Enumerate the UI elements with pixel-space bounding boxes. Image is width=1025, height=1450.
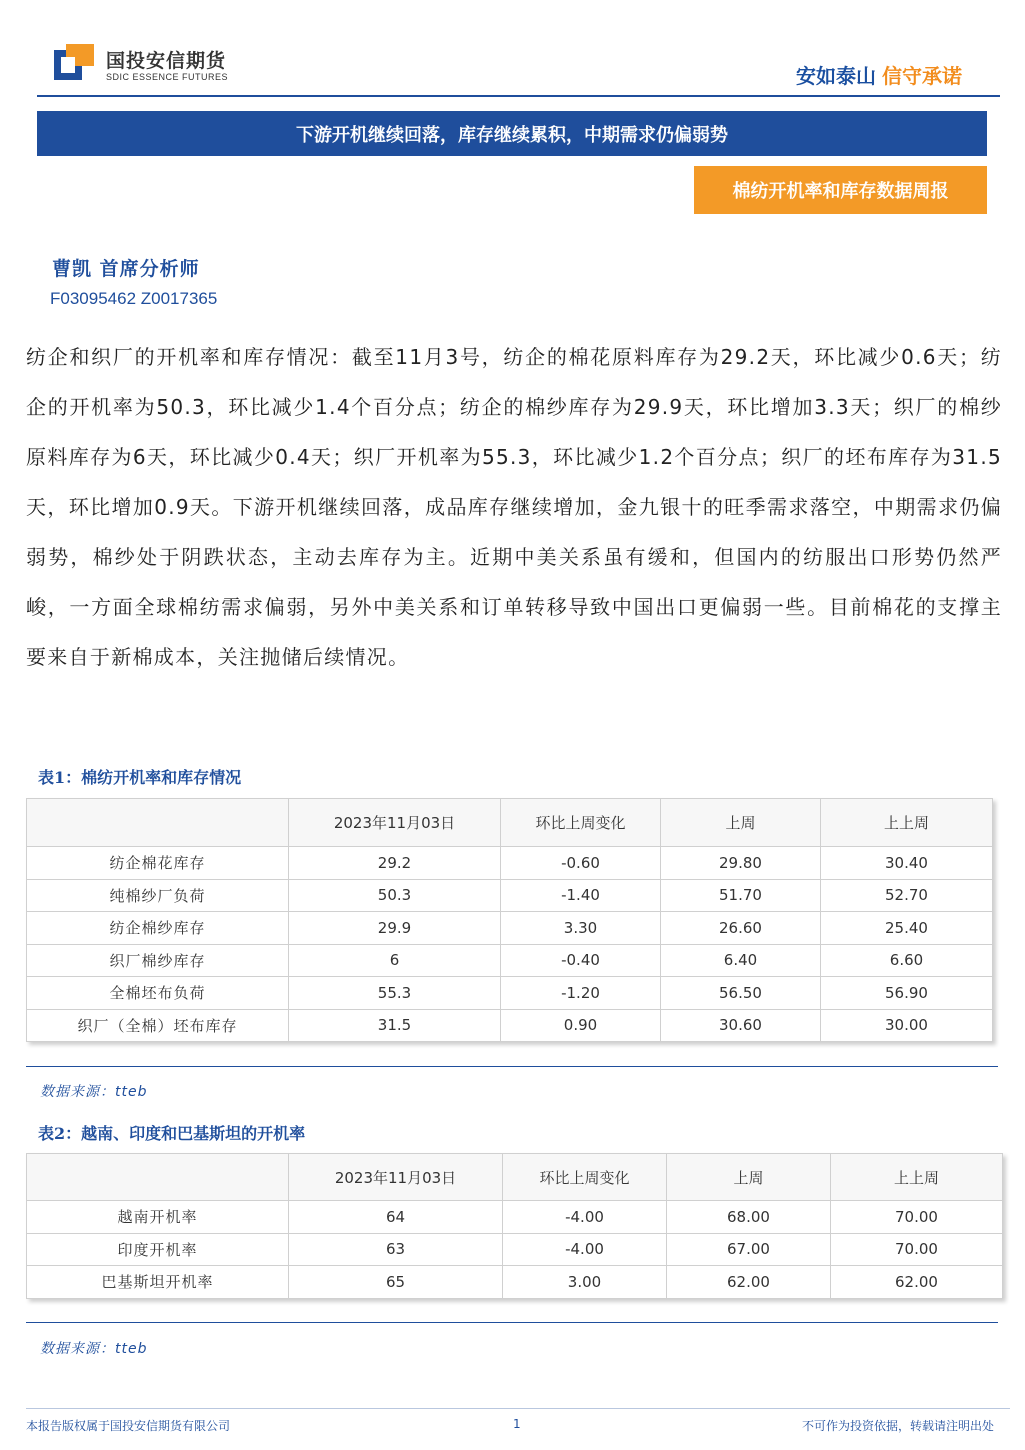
table-cell: 3.30 — [501, 912, 661, 945]
table-row — [27, 912, 993, 945]
table-cell: 56.50 — [661, 977, 821, 1010]
column-header: 环比上周变化 — [503, 1154, 667, 1201]
table-cell: 70.00 — [831, 1201, 1003, 1234]
table1-source-divider — [26, 1066, 998, 1067]
author-name: 曹凯 首席分析师 — [52, 258, 200, 280]
table-row — [27, 1233, 1003, 1266]
table1-source: 数据来源：tteb — [40, 1084, 148, 1100]
table-cell: 52.70 — [821, 879, 993, 912]
slogan-part2: 信守承诺 — [882, 64, 962, 88]
row-label: 纯棉纱厂负荷 — [27, 879, 289, 912]
column-header: 2023年11月03日 — [289, 1154, 503, 1201]
logo-text-cn: 国投安信期货 — [106, 50, 227, 72]
footer-copyright: 本报告版权属于国投安信期货有限公司 — [26, 1419, 231, 1433]
table-cell: 55.3 — [289, 977, 501, 1010]
row-label: 纺企棉花库存 — [27, 847, 289, 880]
table-cell: -1.20 — [501, 977, 661, 1010]
table-cell: 67.00 — [667, 1233, 831, 1266]
row-label: 全棉坯布负荷 — [27, 977, 289, 1010]
table-cell: -0.60 — [501, 847, 661, 880]
header-divider — [37, 95, 1000, 97]
column-header — [27, 1154, 289, 1201]
table-row — [27, 1009, 993, 1042]
table-row — [27, 1266, 1003, 1299]
table-cell: 56.90 — [821, 977, 993, 1010]
table-cell: 65 — [289, 1266, 503, 1299]
table2 — [26, 1153, 1003, 1299]
table1-caption: 表1：棉纺开机率和库存情况 — [38, 768, 242, 787]
row-label: 越南开机率 — [27, 1201, 289, 1234]
slogan-part1: 安如泰山 — [796, 64, 876, 88]
table-row — [27, 879, 993, 912]
table-cell: 31.5 — [289, 1009, 501, 1042]
author-certificate: F03095462 Z0017365 — [50, 289, 218, 308]
table-cell: 6.60 — [821, 944, 993, 977]
table-row — [27, 1201, 1003, 1234]
table1-container — [26, 798, 993, 1042]
table-row — [27, 977, 993, 1010]
column-header: 上周 — [667, 1154, 831, 1201]
table-cell: 29.80 — [661, 847, 821, 880]
table2-source-divider — [26, 1322, 998, 1323]
table-cell: 29.9 — [289, 912, 501, 945]
summary-paragraph: 纺企和织厂的开机率和库存情况：截至11月3号，纺企的棉花原料库存为29.2天，环比减少0.6天；纺企的开机率为50.3，环比减少1.4个百分点；纺企的棉纱库存为29.9天，环比增加3.3天；织厂的棉纱原料库存为6天，环比减少0.4天；织厂开机率为55.3，环比减少1.2个百分点；织厂的坯布库存为31.5天，环比增加0.9天。下游开机继续回落，成品库存继续增加，金九银十的旺季需求落空，中期需求仍偏弱势，棉纱处于阴跌状态，主动去库存为主。近期中美关系虽有缓和，但国内的纺服出口形势仍然严峻，一方面全球棉纺需求偏弱，另外中美关系和订单转移导致中国出口更偏弱一些。目前棉花的支撑主要来自于新棉成本，关注抛储后续情况。 — [26, 345, 1002, 669]
table-cell: 62.00 — [831, 1266, 1003, 1299]
row-label: 织厂棉纱库存 — [27, 944, 289, 977]
table-cell: -4.00 — [503, 1201, 667, 1234]
table-row — [27, 847, 993, 880]
table-cell: 25.40 — [821, 912, 993, 945]
table-header-row — [27, 1154, 1003, 1201]
table-cell: 30.40 — [821, 847, 993, 880]
column-header — [27, 799, 289, 847]
report-type-badge: 棉纺开机率和库存数据周报 — [694, 166, 987, 214]
table-cell: 29.2 — [289, 847, 501, 880]
table-cell: 63 — [289, 1233, 503, 1266]
row-label: 纺企棉纱库存 — [27, 912, 289, 945]
table-cell: 50.3 — [289, 879, 501, 912]
column-header: 上上周 — [821, 799, 993, 847]
report-title: 下游开机继续回落，库存继续累积，中期需求仍偏弱势 — [37, 111, 987, 156]
row-label: 印度开机率 — [27, 1233, 289, 1266]
column-header: 2023年11月03日 — [289, 799, 501, 847]
table2-caption: 表2：越南、印度和巴基斯坦的开机率 — [38, 1124, 306, 1143]
table-cell: -4.00 — [503, 1233, 667, 1266]
logo-text-en: SDIC ESSENCE FUTURES — [106, 72, 229, 82]
table-header-row — [27, 799, 993, 847]
table-cell: 26.60 — [661, 912, 821, 945]
table-cell: 6 — [289, 944, 501, 977]
table-cell: 3.00 — [503, 1266, 667, 1299]
table-cell: -0.40 — [501, 944, 661, 977]
row-label: 织厂（全棉）坯布库存 — [27, 1009, 289, 1042]
logo-mark-icon — [52, 42, 96, 84]
footer-divider — [26, 1408, 1010, 1409]
table-cell: 30.60 — [661, 1009, 821, 1042]
column-header: 上上周 — [831, 1154, 1003, 1201]
table-cell: 6.40 — [661, 944, 821, 977]
page-number: 1 — [513, 1417, 521, 1431]
table1 — [26, 798, 993, 1042]
footer-disclaimer: 不可作为投资依据，转载请注明出处 — [801, 1419, 994, 1433]
column-header: 上周 — [661, 799, 821, 847]
table-cell: 62.00 — [667, 1266, 831, 1299]
table-row — [27, 944, 993, 977]
row-label: 巴基斯坦开机率 — [27, 1266, 289, 1299]
company-slogan — [796, 60, 962, 89]
table-cell: 51.70 — [661, 879, 821, 912]
table-cell: 30.00 — [821, 1009, 993, 1042]
table-cell: 68.00 — [667, 1201, 831, 1234]
table2-container — [26, 1153, 1003, 1299]
table-cell: 70.00 — [831, 1233, 1003, 1266]
company-logo — [52, 42, 232, 87]
table-cell: 0.90 — [501, 1009, 661, 1042]
column-header: 环比上周变化 — [501, 799, 661, 847]
table-cell: -1.40 — [501, 879, 661, 912]
table-cell: 64 — [289, 1201, 503, 1234]
table2-source: 数据来源：tteb — [40, 1341, 148, 1357]
